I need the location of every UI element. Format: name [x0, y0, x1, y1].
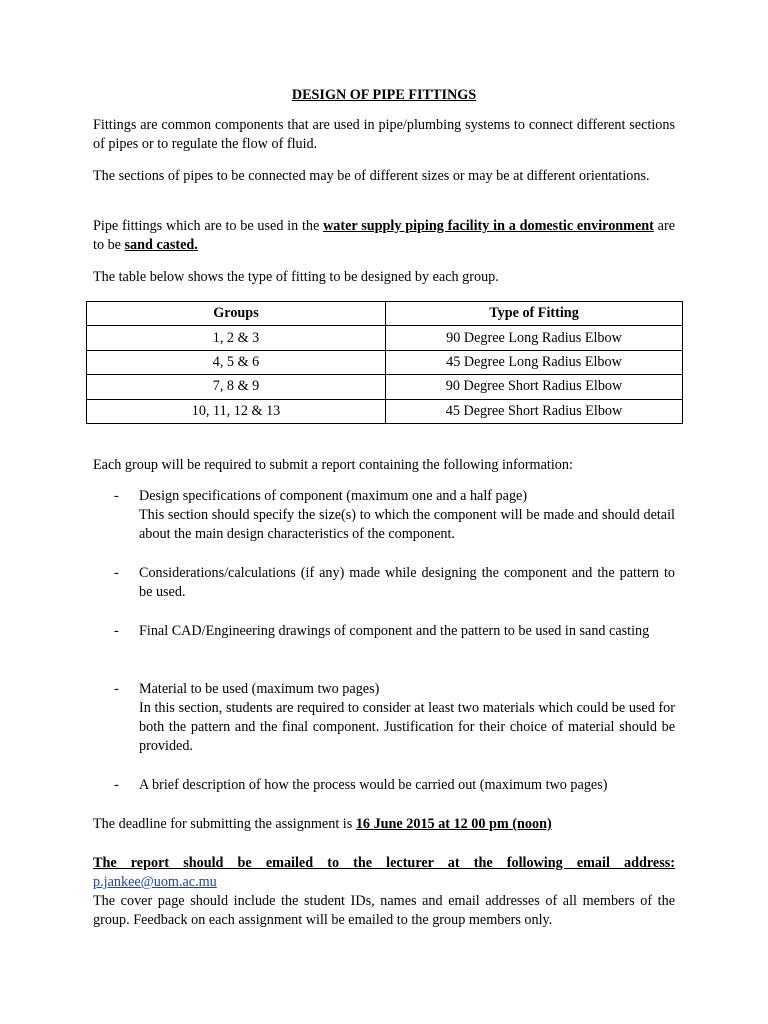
cell-fitting-type: 90 Degree Short Radius Elbow [386, 375, 683, 399]
bullet-dash: - [114, 681, 119, 697]
fittings-text-pre: Pipe fittings which are to be used in the [93, 218, 324, 234]
requirements-list [114, 564, 675, 602]
table-row [87, 326, 683, 350]
list-item-main: Design specifications of component (maximum one and a half page) [139, 488, 528, 504]
page-title: DESIGN OF PIPE FITTINGS [291, 87, 477, 103]
cell-fitting-type: 45 Degree Long Radius Elbow [386, 350, 683, 374]
fittings-emphasis-facility: water supply piping facility in a domestic environment [323, 218, 654, 234]
email-heading: The report should be emailed to the lecturer at the following email address: [93, 855, 675, 871]
list-item-main: Material to be used (maximum two pages) [139, 681, 380, 697]
table-header-row [87, 302, 683, 326]
table-row [87, 375, 683, 399]
column-header-type: Type of Fitting [386, 302, 683, 326]
list-item-detail: In this section, students are required to consider at least two materials which could be used for both the pattern and the final component. Justification for their choice of material should be provided. [139, 700, 675, 754]
column-header-groups: Groups [87, 302, 386, 326]
cell-groups: 1, 2 & 3 [87, 326, 386, 350]
list-item-main: Considerations/calculations (if any) made while designing the component and the pattern to be used. [139, 565, 675, 600]
deadline-text: The deadline for submitting the assignment is [93, 816, 356, 832]
bullet-dash: - [114, 565, 119, 581]
list-item-detail: This section should specify the size(s) to which the component will be made and should detail about the main design characteristics of the component. [139, 507, 675, 542]
requirements-list [114, 487, 675, 544]
list-item [114, 680, 675, 756]
fittings-text-mid: are to be [93, 218, 676, 253]
table-row [87, 350, 683, 374]
cell-fitting-type: 90 Degree Long Radius Elbow [386, 326, 683, 350]
email-section [93, 854, 675, 930]
bullet-dash: - [114, 488, 119, 504]
list-item [114, 487, 675, 544]
deadline-date: 16 June 2015 at 12 00 pm (noon) [355, 816, 552, 832]
fittings-paragraph [93, 217, 675, 255]
bullet-dash: - [114, 623, 119, 639]
report-intro-paragraph: Each group will be required to submit a report containing the following information: [93, 457, 573, 473]
bullet-dash: - [114, 777, 119, 793]
cell-groups: 10, 11, 12 & 13 [87, 399, 386, 423]
cover-page-note: The cover page should include the student IDs, names and email addresses of all members of the group. Feedback on each assignment will be emailed to the group members only. [93, 893, 675, 928]
deadline-paragraph [93, 815, 675, 834]
cell-groups: 4, 5 & 6 [87, 350, 386, 374]
table-row [87, 399, 683, 423]
list-item-main: A brief description of how the process would be carried out (maximum two pages) [139, 777, 608, 793]
list-item [114, 622, 675, 641]
cell-fitting-type: 45 Degree Short Radius Elbow [386, 399, 683, 423]
list-item-main: Final CAD/Engineering drawings of component and the pattern to be used in sand casting [139, 623, 650, 639]
intro-paragraph: Fittings are common components that are used in pipe/plumbing systems to connect different sections of pipes or to regulate the flow of fluid. [93, 117, 675, 152]
fittings-table [86, 301, 683, 424]
lecturer-email-link[interactable]: p.jankee@uom.ac.mu [93, 874, 217, 890]
list-item [114, 564, 675, 602]
fittings-emphasis-sand-casted: sand casted. [124, 237, 198, 253]
table-intro-paragraph: The table below shows the type of fitting to be designed by each group. [93, 269, 499, 285]
requirements-list [114, 776, 675, 795]
cell-groups: 7, 8 & 9 [87, 375, 386, 399]
requirements-list [114, 680, 675, 756]
sections-paragraph: The sections of pipes to be connected may be of different sizes or may be at different orientations. [93, 168, 650, 184]
requirements-list [114, 622, 675, 641]
list-item [114, 776, 675, 795]
